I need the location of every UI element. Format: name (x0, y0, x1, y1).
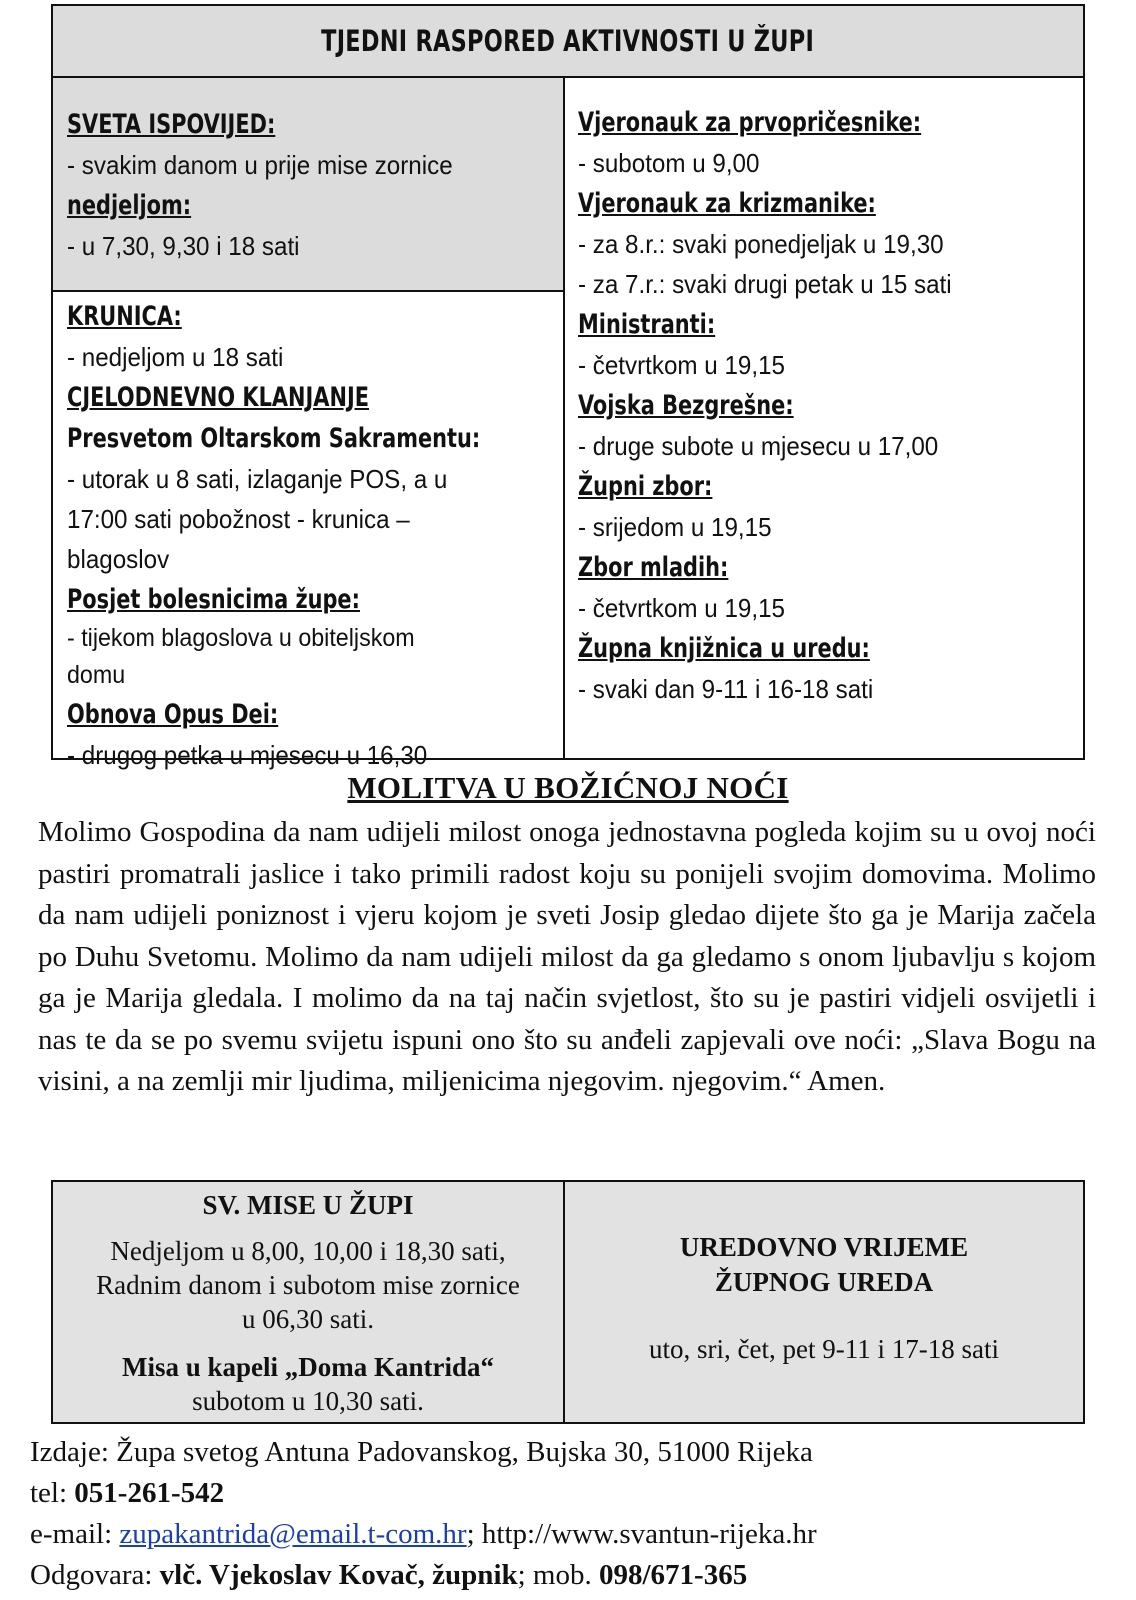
contact-line (30, 1514, 1120, 1555)
confirmation-heading: Vjeronauk za krizmanike: (578, 188, 876, 219)
choir-heading: Župni zbor: (578, 471, 713, 502)
opus-dei-line: - drugog petka u mjesecu u 16,30 (67, 740, 428, 770)
mobile-label: ; mob. (517, 1559, 599, 1591)
office-hours: uto, sri, čet, pet 9-11 i 17-18 sati (649, 1334, 999, 1364)
youth-choir-line: - četvrtkom u 19,15 (578, 593, 785, 623)
responsible-name: vlč. Vjekoslav Kovač, župnik (159, 1559, 518, 1591)
sick-visit-line-2: domu (67, 661, 126, 689)
schedule-title: TJEDNI RASPORED AKTIVNOSTI U ŽUPI (321, 24, 815, 58)
confession-heading: SVETA ISPOVIJED: (67, 109, 276, 140)
confession-line: - svakim danom u prije mise zornice (67, 150, 453, 180)
email-link[interactable]: zupakantrida@email.t-com.hr (119, 1518, 467, 1550)
prayer-title: MOLITVA U BOŽIĆNOJ NOĆI (347, 770, 789, 805)
office-title-2: ŽUPNOG UREDA (714, 1267, 934, 1297)
choir-line: - srijedom u 19,15 (578, 512, 772, 542)
rosary-line: - nedjeljom u 18 sati (67, 342, 284, 372)
chapel-mass-title: Misa u kapeli „Doma Kantrida“ (121, 1352, 495, 1382)
masses-line-1: Nedjeljom u 8,00, 10,00 i 18,30 sati, (110, 1236, 506, 1266)
immaculata-line: - druge subote u mjesecu u 17,00 (578, 431, 939, 461)
mobile-number: 098/671-365 (599, 1559, 748, 1591)
responsible-line (30, 1555, 1120, 1596)
masses-box (51, 1180, 1085, 1424)
adoration-line-2: 17:00 sati pobožnost - krunica – (67, 504, 410, 534)
footer (30, 1432, 1120, 1596)
library-heading: Župna knjižnica u uredu: (578, 633, 870, 664)
adoration-heading: CJELODNEVNO KLANJANJE (67, 382, 370, 413)
phone-label: tel: (30, 1477, 75, 1509)
adoration-line-1: - utorak u 8 sati, izlaganje POS, a u (67, 464, 448, 494)
office-hours-cell (565, 1182, 1083, 1367)
sick-visit-line-1: - tijekom blagoslova u obiteljskom (67, 624, 415, 652)
phone-line (30, 1473, 1120, 1514)
schedule-title-bar (53, 6, 1083, 78)
altar-servers-line: - četvrtkom u 19,15 (578, 350, 785, 380)
chapel-mass-line: subotom u 10,30 sati. (192, 1386, 424, 1416)
library-line: - svaki dan 9-11 i 16-18 sati (578, 674, 874, 704)
publisher-line: Izdaje: Župa svetog Antuna Padovanskog, Bujska 30, 51000 Rijeka (30, 1436, 813, 1468)
confession-cell (53, 78, 563, 292)
first-communion-heading: Vjeronauk za prvopričesnike: (578, 107, 922, 138)
rosary-heading: KRUNICA: (67, 301, 182, 332)
altar-servers-heading: Ministranti: (578, 309, 716, 340)
prayer-body: Molimo Gospodina da nam udijeli milost onoga jednostavna pogleda kojim su u ovoj noći pastiri promatrali jaslice i tako primili radost koju su ponijeli svojim domovima. Molimo da nam udijeli poniznost i vjeru kojom je sveti Josip gledao dijete što ga je Marija začela po Duhu Svetomu. Molimo da nam udijeli milost da ga gledamo s onom ljubavlju s kojom ga je Marija gledala. I molimo da na taj način svjetlost, što su je pastiri vidjeli osvijetli i nas te da se po svemu svijetu ispuni ono što su anđeli zapjevali ove noći: „Slava Bogu na visini, a na zemlji mir ljudima, miljenicima njegovim. njegovim.“ Amen. (38, 816, 1096, 1097)
sunday-heading: nedjeljom: (67, 190, 192, 221)
confirmation-line-1: - za 8.r.: svaki ponedjeljak u 19,30 (578, 229, 944, 259)
first-communion-line: - subotom u 9,00 (578, 148, 760, 178)
column-divider (563, 76, 565, 758)
email-label: e-mail: (30, 1518, 120, 1550)
right-activities (578, 102, 1078, 709)
left-activities (67, 296, 557, 775)
phone-number: 051-261-542 (74, 1477, 225, 1509)
office-title-1: UREDOVNO VRIJEME (679, 1232, 969, 1262)
sick-visit-heading: Posjet bolesnicima župe: (67, 584, 360, 615)
masses-line-2: Radnim danom i subotom mise zornice (96, 1270, 520, 1300)
sunday-line: - u 7,30, 9,30 i 18 sati (67, 231, 300, 261)
youth-choir-heading: Zbor mladih: (578, 552, 729, 583)
weekly-schedule-box (51, 4, 1085, 770)
masses-cell (53, 1182, 563, 1418)
masses-title: SV. MISE U ŽUPI (202, 1190, 414, 1220)
responsible-label: Odgovara: (30, 1559, 160, 1591)
adoration-subheading: Presvetom Oltarskom Sakramentu: (67, 423, 481, 454)
website: ; http://www.svantun-rijeka.hr (466, 1518, 817, 1550)
immaculata-heading: Vojska Bezgrešne: (578, 390, 794, 421)
masses-line-3: u 06,30 sati. (242, 1304, 374, 1334)
confirmation-line-2: - za 7.r.: svaki drugi petak u 15 sati (578, 269, 952, 299)
adoration-line-3: blagoslov (67, 544, 170, 574)
opus-dei-heading: Obnova Opus Dei: (67, 699, 279, 730)
